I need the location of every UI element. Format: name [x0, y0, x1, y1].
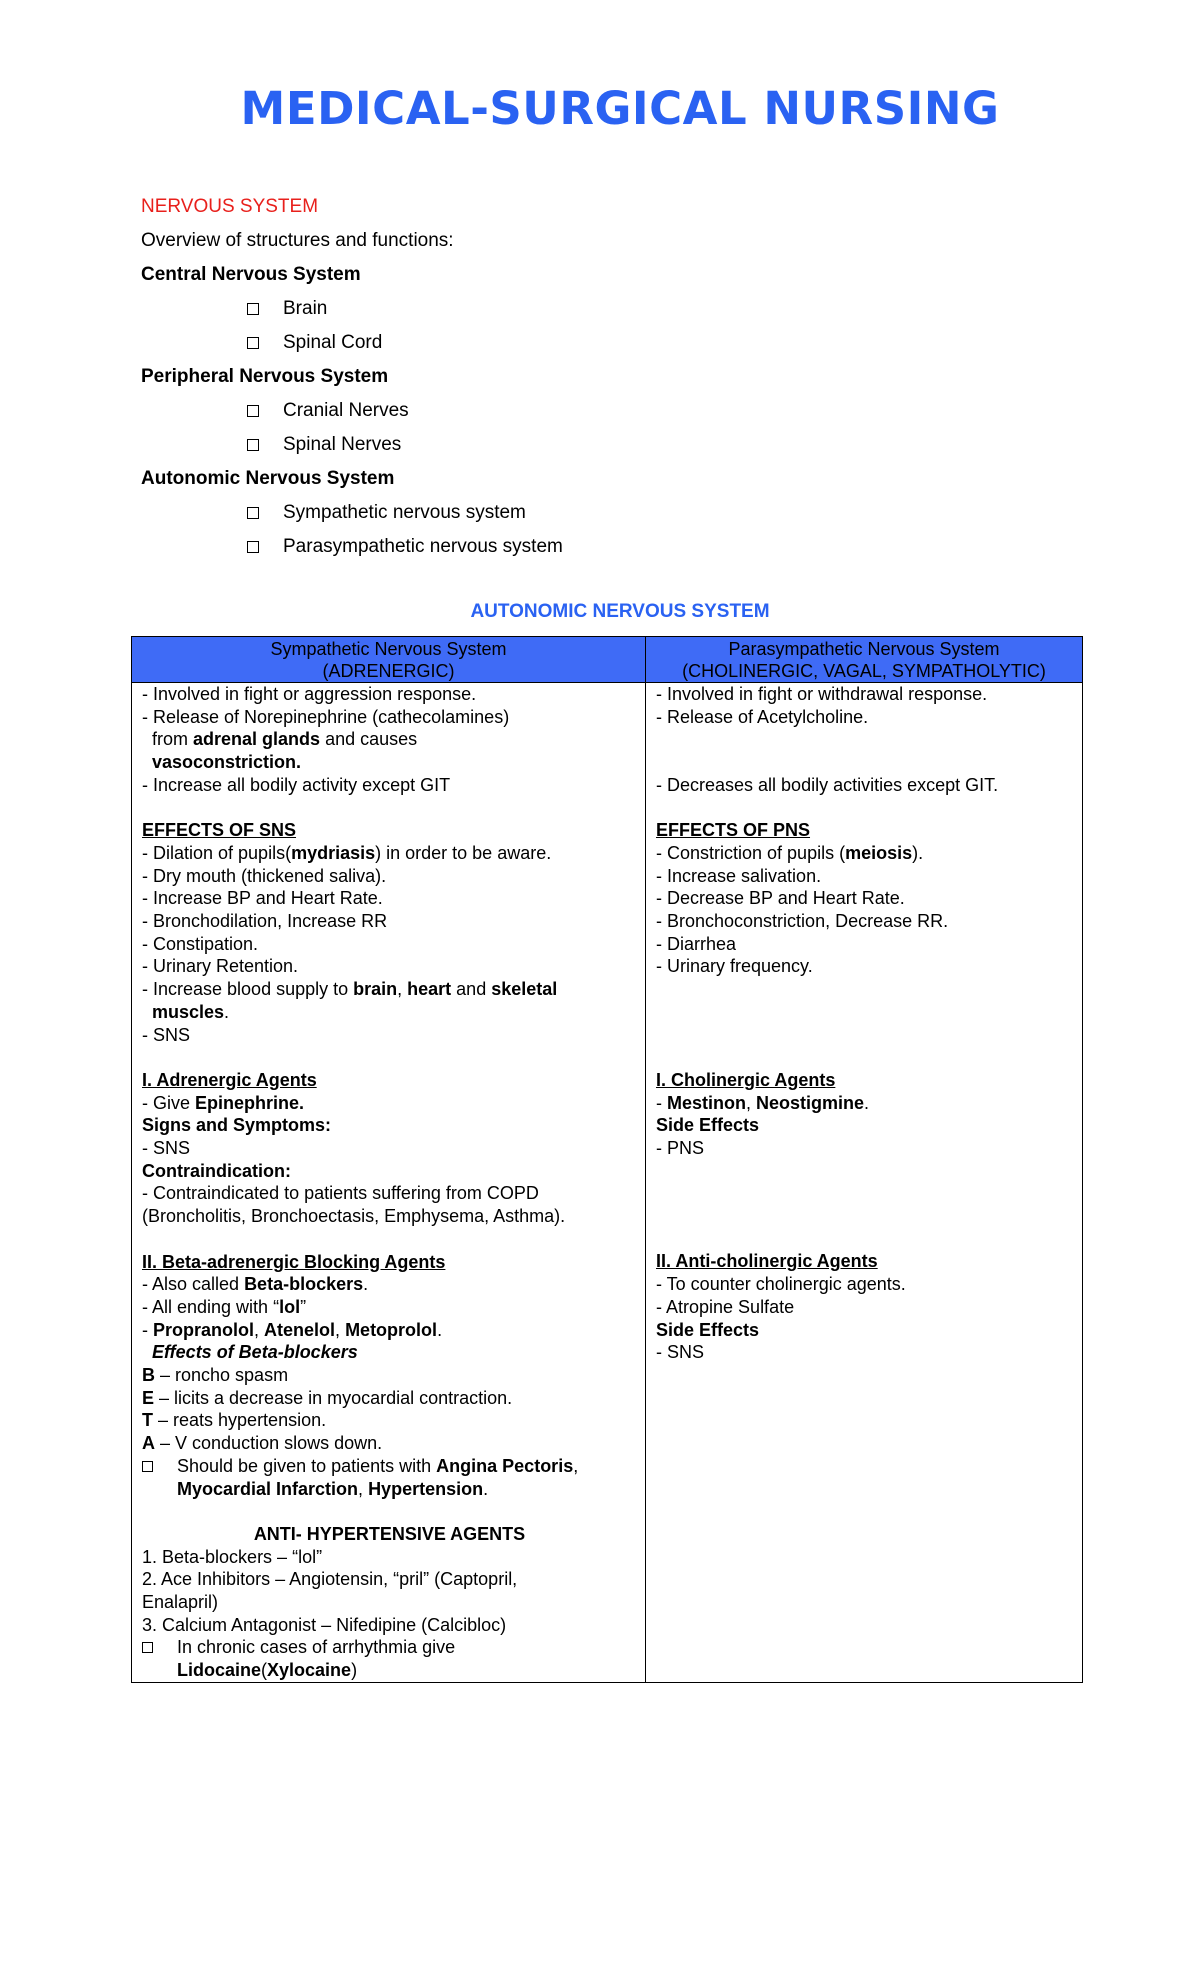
list-item: Spinal Cord: [141, 329, 563, 363]
table-title: AUTONOMIC NERVOUS SYSTEM: [470, 601, 770, 622]
checkbox-bullet-icon: [142, 1642, 153, 1653]
overview-text: Overview of structures and functions:: [141, 230, 454, 251]
header-parasympathetic: Parasympathetic Nervous System (CHOLINERGIC, VAGAL, SYMPATHOLYTIC): [646, 637, 1083, 683]
anticholinergic-agents-heading: II. Anti-cholinergic Agents: [656, 1251, 878, 1272]
list-item: In chronic cases of arrhythmia give Lidocaine(Xylocaine): [142, 1636, 637, 1681]
list-item: Should be given to patients with Angina Pectoris, Myocardial Infarction, Hypertension.: [142, 1455, 637, 1500]
checkbox-bullet-icon: [247, 507, 259, 519]
list-item: Cranial Nerves: [141, 397, 563, 431]
beta-blocking-heading: II. Beta-adrenergic Blocking Agents: [142, 1251, 446, 1272]
list-item: Parasympathetic nervous system: [141, 533, 563, 567]
antihypertensive-heading: ANTI- HYPERTENSIVE AGENTS: [253, 1523, 526, 1544]
cholinergic-agents-heading: I. Cholinergic Agents: [656, 1069, 836, 1090]
list-item: Brain: [141, 295, 563, 329]
group-label-pns: Peripheral Nervous System: [141, 366, 389, 387]
parasympathetic-cell: - Involved in fight or withdrawal response. - Release of Acetylcholine. - Decreases all bodily activities except GIT. EFFECTS OF PNS - Constriction of pupils (meiosis). - Increase salivation. - Decrease BP and Heart Rate. - Bronchoconstriction, Decrease RR. - Diarrhea - Urinary frequency. I. Cholinergic Agents - Mestinon, Neostigmine. Side Effects - PNS II. Anti-cholinergic Agents - To counter cholinergic agents. - Atropine Sulfate Side Effects - SNS: [646, 683, 1083, 1683]
sympathetic-cell: - Involved in fight or aggression response. - Release of Norepinephrine (cathecolamines) from adrenal glands and causes vasoconstriction. - Increase all bodily activity except GIT EFFECTS OF SNS - Dilation of pupils(mydriasis) in order to be aware. - Dry mouth (thickened saliva). - Increase BP and Heart Rate. - Bronchodilation, Increase RR - Constipation. - Urinary Retention. - Increase blood supply to brain, heart and skeletal muscles. - SNS I. Adrenergic Agents - Give Epinephrine. Signs and Symptoms: - SNS Contraindication: - Contraindicated to patients suffering from COPD (Broncholitis, Bronchoectasis, Emphysema, Asthma). II. Beta-adrenergic Blocking Agents - Also called Beta-blockers. - All ending with “lol” - Propranolol, Atenelol, Metoprolol. Effects of Beta-blockers B – roncho spasm E – licits a decrease in myocardial contraction. T – reats hypertension. A – V conduction slows down. Should be given to patients with Angina Pectoris, Myocardial Infarction, Hypertension. ANTI- HYPERTENSIVE AGENTS 1. Beta-blockers – “lol” 2. Ace Inhibitors – Angiotensin, “pril” (Captopril, Enalapril) 3. Calcium Antagonist – Nifedipine (Calcibloc) In chronic cases of arrhythmia give Lidocaine(Xylocaine): [132, 683, 646, 1683]
group-label-cns: Central Nervous System: [141, 264, 361, 285]
table-row: [132, 683, 1083, 1683]
group-label-ans: Autonomic Nervous System: [141, 468, 395, 489]
checkbox-bullet-icon: [142, 1461, 153, 1472]
checkbox-bullet-icon: [247, 439, 259, 451]
checkbox-bullet-icon: [247, 405, 259, 417]
effects-sns-heading: EFFECTS OF SNS: [142, 820, 297, 841]
list-item: Sympathetic nervous system: [141, 499, 563, 533]
adrenergic-agents-heading: I. Adrenergic Agents: [142, 1069, 317, 1090]
effects-pns-heading: EFFECTS OF PNS: [656, 820, 811, 841]
header-sympathetic: Sympathetic Nervous System (ADRENERGIC): [132, 637, 646, 683]
checkbox-bullet-icon: [247, 303, 259, 315]
table-header-row: [132, 637, 1083, 683]
checkbox-bullet-icon: [247, 541, 259, 553]
ans-comparison-table: [131, 636, 1083, 1683]
section-heading: NERVOUS SYSTEM: [141, 196, 319, 217]
checkbox-bullet-icon: [247, 337, 259, 349]
page-title: MEDICAL-SURGICAL NURSING: [240, 82, 1000, 135]
nervous-system-section: [141, 193, 563, 567]
list-item: Spinal Nerves: [141, 431, 563, 465]
